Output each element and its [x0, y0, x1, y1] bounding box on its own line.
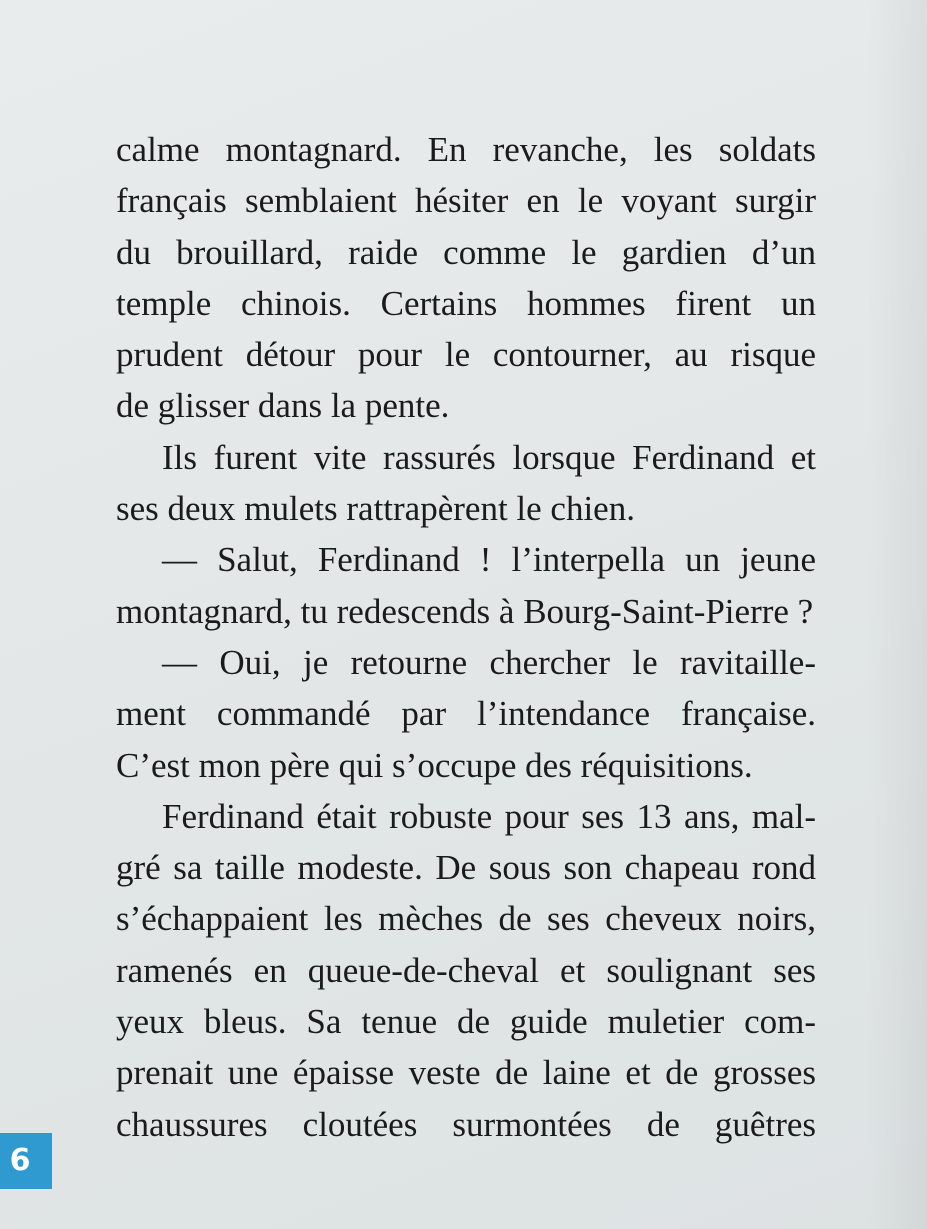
text-line: calme montagnard. En revanche, les soldats	[116, 130, 816, 169]
text-line: yeux bleus. Sa tenue de guide muletier com-	[116, 1002, 816, 1042]
text-line: ses deux mulets rattrapèrent le chien.	[116, 489, 635, 529]
text-line: gré sa taille modeste. De sous son chapeau rond	[116, 848, 816, 888]
page-number: 6	[0, 1133, 52, 1189]
text-line: montagnard, tu redescends à Bourg-Saint-Pierre ?	[116, 591, 814, 631]
page-edge-shadow	[867, 0, 927, 1229]
text-line: temple chinois. Certains hommes firent un	[116, 283, 816, 323]
text-line: prudent détour pour le contourner, au risque	[116, 335, 816, 375]
body-text	[116, 124, 816, 1150]
text-line: du brouillard, raide comme le gardien d’un	[116, 232, 816, 272]
text-line: Ferdinand était robuste pour ses 13 ans, mal-	[162, 796, 816, 836]
text-line: ment commandé par l’intendance française.	[116, 694, 816, 734]
text-line: — Oui, je retourne chercher le ravitaille-	[162, 642, 816, 682]
text-line: chaussures cloutées surmontées de guêtres	[116, 1104, 816, 1144]
text-line: de glisser dans la pente.	[116, 386, 450, 426]
text-line: ramenés en queue-de-cheval et soulignant ses	[116, 950, 816, 990]
text-line: français semblaient hésiter en le voyant surgir	[116, 181, 816, 221]
text-line: prenait une épaisse veste de laine et de grosses	[116, 1053, 816, 1093]
text-line: s’échappaient les mèches de ses cheveux noirs,	[116, 899, 816, 939]
text-line: Ils furent vite rassurés lorsque Ferdinand et	[162, 437, 816, 477]
text-line: C’est mon père qui s’occupe des réquisitions.	[116, 745, 753, 785]
text-line: — Salut, Ferdinand ! l’interpella un jeune	[162, 540, 816, 580]
